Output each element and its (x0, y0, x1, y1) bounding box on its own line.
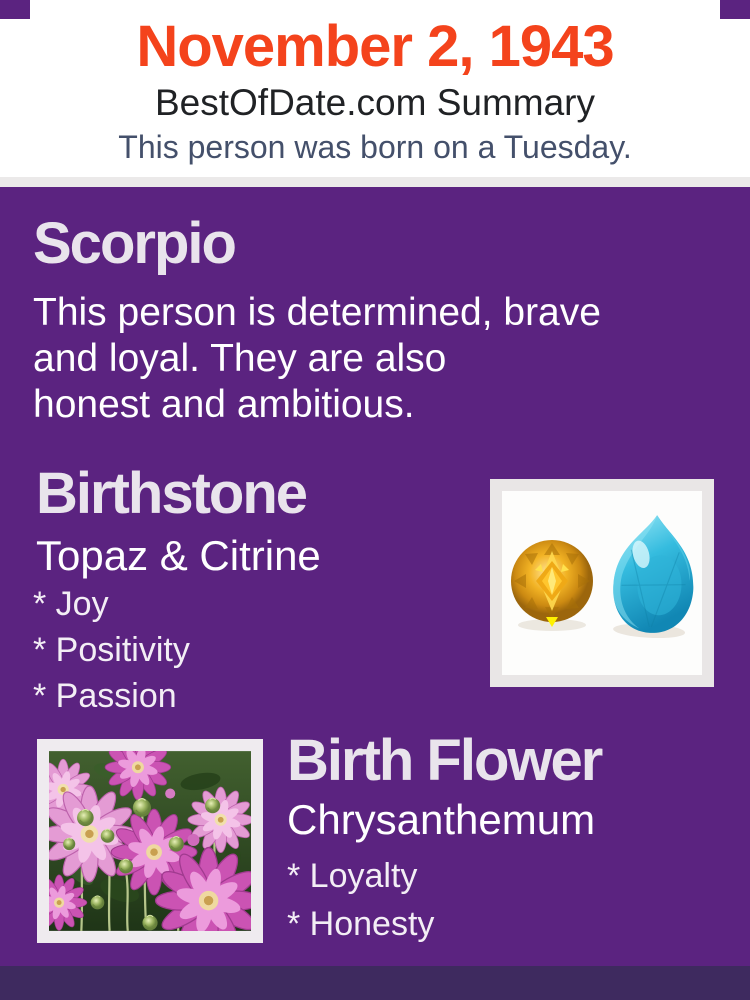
site-summary-subtitle: BestOfDate.com Summary (154, 82, 595, 123)
birth-flower-heading: Birth Flower (287, 728, 602, 793)
blue-topaz-gem (611, 513, 698, 640)
topaz-citrine-gems-photo (502, 491, 702, 675)
citrine-gem (511, 540, 593, 631)
header-divider (0, 177, 750, 187)
chrysanthemum-illustration (49, 751, 251, 931)
gems-illustration (502, 491, 702, 675)
footer-strip (0, 966, 750, 1000)
birth-flower-name: Chrysanthemum (287, 796, 596, 843)
trait-item: * Positivity (33, 631, 190, 669)
zodiac-heading: Scorpio (33, 211, 235, 276)
trait-item: * Loyalty (287, 857, 418, 895)
birthstone-photo-frame (490, 479, 714, 687)
zodiac-description (33, 290, 601, 428)
birthstone-heading: Birthstone (36, 461, 306, 526)
page-title: November 2, 1943 (136, 14, 614, 79)
trait-item: * Joy (33, 585, 109, 623)
trait-item: * Passion (33, 677, 177, 715)
born-weekday-line: This person was born on a Tuesday. (118, 129, 632, 165)
trait-item: * Honesty (287, 905, 435, 943)
zodiac-description-line: and loyal. They are also (33, 337, 447, 380)
birth-flower-traits-list (287, 852, 434, 948)
birthstone-name: Topaz & Citrine (36, 532, 321, 579)
birth-flower-photo-frame (37, 739, 263, 943)
zodiac-description-line: honest and ambitious. (33, 383, 415, 426)
birthstone-traits-list (33, 581, 190, 719)
summary-body (0, 187, 750, 966)
chrysanthemum-photo (49, 751, 251, 931)
zodiac-description-line: This person is determined, brave (33, 291, 601, 334)
